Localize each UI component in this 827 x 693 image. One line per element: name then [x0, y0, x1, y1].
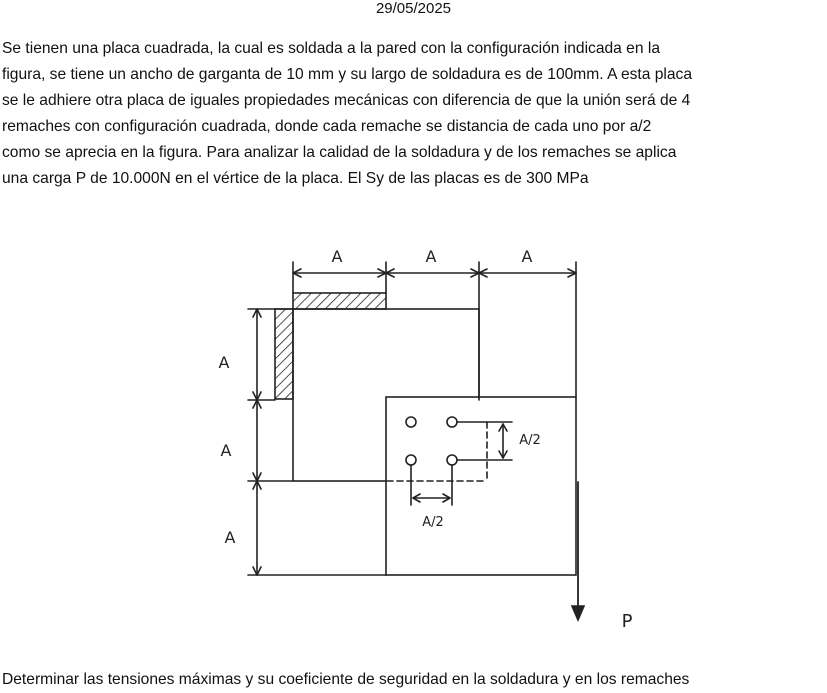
top-dim-label-2: A: [425, 247, 437, 266]
problem-line: como se aprecia en la figura. Para analizar la calidad de la soldadura y de los remaches se aplica: [2, 144, 677, 161]
rivet-spacing-horizontal-label: A/2: [422, 515, 444, 530]
left-dim-label-3: A: [224, 528, 236, 547]
weld-bead-left: [275, 309, 293, 399]
top-dim-label-1: A: [331, 247, 343, 266]
top-dim-label-3: A: [521, 247, 533, 266]
plate-diagram: [0, 230, 827, 650]
rivet-spacing-vertical-label: A/2: [519, 433, 541, 448]
problem-line: figura, se tiene un ancho de garganta de 10 mm y su largo de soldadura es de 100mm. A esta placa: [2, 66, 693, 83]
problem-line: una carga P de 10.000N en el vértice de la placa. El Sy de las placas es de 300 MPa: [2, 170, 589, 187]
problem-statement: [2, 36, 824, 192]
left-dim-label-2: A: [220, 441, 232, 460]
document-date: 29/05/2025: [375, 0, 452, 17]
problem-line: remaches con configuración cuadrada, donde cada remache se distancia de cada uno por a/2: [2, 118, 652, 135]
question-text: Determinar las tensiones máximas y su coeficiente de seguridad en la soldadura y en los remaches: [2, 671, 690, 688]
load-label: P: [621, 611, 633, 632]
problem-line: se le adhiere otra placa de iguales propiedades mecánicas con diferencia de que la unión será de 4: [2, 92, 691, 109]
problem-line: Se tienen una placa cuadrada, la cual es soldada a la pared con la configuración indicada en la: [2, 40, 660, 57]
riveted-plate: [386, 397, 576, 575]
weld-bead-top: [293, 293, 386, 309]
left-dim-label-1: A: [218, 353, 230, 372]
